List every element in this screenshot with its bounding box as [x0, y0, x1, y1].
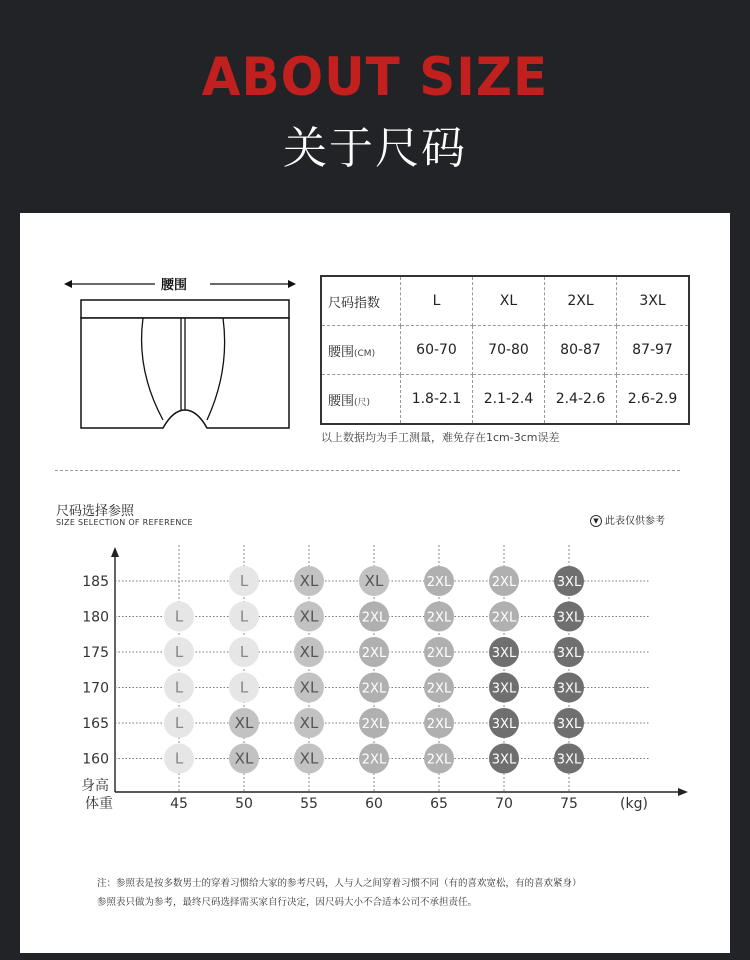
size-circle-label: 3XL	[556, 681, 582, 697]
x-tick-label: 55	[300, 796, 318, 812]
size-circle-label: L	[239, 678, 249, 697]
y-tick-label: 165	[82, 716, 109, 732]
size-circle-label: 2XL	[426, 681, 452, 697]
size-table-cell: 2.4-2.6	[545, 375, 617, 425]
size-circle-label: 3XL	[491, 717, 517, 732]
size-table-size: 2XL	[545, 276, 617, 326]
x-tick-label: 60	[365, 796, 383, 812]
size-circle-label: XL	[234, 749, 254, 768]
y-tick-label: 180	[82, 609, 109, 626]
size-circle-label: 2XL	[361, 646, 387, 661]
size-table-cell: 80-87	[545, 326, 617, 375]
size-circle-label: XL	[299, 572, 319, 590]
waist-label: 腰围	[161, 278, 188, 293]
size-circle-label: 3XL	[556, 610, 582, 626]
row-label: 腰围	[328, 393, 355, 409]
x-tick-label: 70	[495, 796, 513, 812]
size-circle-label: XL	[364, 572, 384, 590]
size-table-head: 尺码指数	[321, 276, 401, 326]
size-table-size: 3XL	[617, 276, 690, 326]
size-circle-label: XL	[299, 749, 319, 768]
size-circle-label: L	[174, 607, 184, 626]
size-table-cell: 60-70	[401, 326, 473, 375]
size-circle-label: L	[174, 714, 184, 732]
size-table-cell: 2.1-2.4	[473, 375, 545, 425]
size-circle-label: 2XL	[361, 752, 387, 768]
size-circle-label: 2XL	[361, 610, 387, 626]
size-table-cell: 1.8-2.1	[401, 375, 473, 425]
y-tick-label: 175	[82, 645, 109, 661]
size-circle-label: 2XL	[361, 717, 387, 732]
size-circle-label: XL	[299, 607, 319, 626]
x-tick-label: 65	[430, 796, 448, 812]
size-circle-label: 2XL	[426, 717, 452, 732]
y-tick-label: 160	[82, 751, 109, 768]
reference-note-text: 此表仅供参考	[605, 516, 665, 527]
size-circle-label: L	[174, 643, 184, 661]
size-circle-label: XL	[299, 643, 319, 661]
row-unit: (尺)	[354, 397, 371, 408]
size-circle-label: 3XL	[491, 752, 517, 768]
size-circle-label: 2XL	[426, 575, 452, 590]
x-tick-label: 50	[235, 796, 253, 812]
y-tick-label: 185	[82, 574, 109, 590]
size-circle-label: 3XL	[556, 752, 582, 768]
chevron-down-icon: ▼	[590, 515, 602, 527]
footer-line-1: 注：参照表是按多数男士的穿着习惯给大家的参考尺码，人与人之间穿着习惯不同（有的喜欢宽松，有的喜欢紧身）	[97, 878, 582, 889]
footer-note	[97, 874, 582, 912]
size-circle-label: 3XL	[556, 717, 582, 732]
size-table-cell: 2.6-2.9	[617, 375, 690, 425]
y-axis-label: 身高	[81, 778, 109, 794]
measurement-note: 以上数据均为手工测量，难免存在1cm-3cm误差	[321, 431, 560, 444]
footer-line-2: 参照表只做为参考，最终尺码选择需买家自行决定，因尺码大小不合适本公司不承担责任。	[97, 897, 478, 908]
size-table-cell: 70-80	[473, 326, 545, 375]
title-cn: 关于尺码	[283, 123, 467, 174]
x-tick-label: 75	[560, 796, 578, 812]
size-circle-label: 3XL	[556, 575, 582, 590]
title-en: ABOUT SIZE	[201, 46, 549, 108]
x-axis-label: 体重	[85, 796, 113, 812]
size-circle-label: L	[239, 643, 249, 661]
size-circle-label: XL	[299, 678, 319, 697]
size-circle-label: 3XL	[556, 646, 582, 661]
row-unit: (CM)	[354, 348, 376, 359]
reference-title-en: SIZE SELECTION OF REFERENCE	[56, 518, 193, 527]
size-circle-label: L	[174, 678, 184, 697]
x-axis-arrow	[678, 788, 688, 796]
y-axis-arrow	[111, 547, 119, 557]
size-circle-label: 3XL	[491, 681, 517, 697]
size-circle-label: 2XL	[426, 646, 452, 661]
x-axis-unit: (kg)	[620, 796, 648, 812]
size-circle-label: L	[239, 572, 249, 590]
size-circle-label: L	[174, 749, 184, 768]
size-circle-label: XL	[299, 714, 319, 732]
size-circle-label: 2XL	[491, 610, 517, 626]
size-circle-label: 2XL	[491, 575, 517, 590]
reference-title-cn: 尺码选择参照	[56, 504, 135, 519]
y-tick-label: 170	[82, 680, 109, 697]
size-table-size: XL	[473, 276, 545, 326]
size-circle-label: 2XL	[361, 681, 387, 697]
x-tick-label: 45	[170, 796, 188, 812]
size-circle-label: 2XL	[426, 752, 452, 768]
size-circle-label: 2XL	[426, 610, 452, 626]
row-label: 腰围	[328, 344, 355, 360]
size-circle-label: L	[239, 607, 249, 626]
size-circle-label: 3XL	[491, 646, 517, 661]
size-circle-label: XL	[234, 714, 254, 732]
size-table-size: L	[401, 276, 473, 326]
size-table-cell: 87-97	[617, 326, 690, 375]
